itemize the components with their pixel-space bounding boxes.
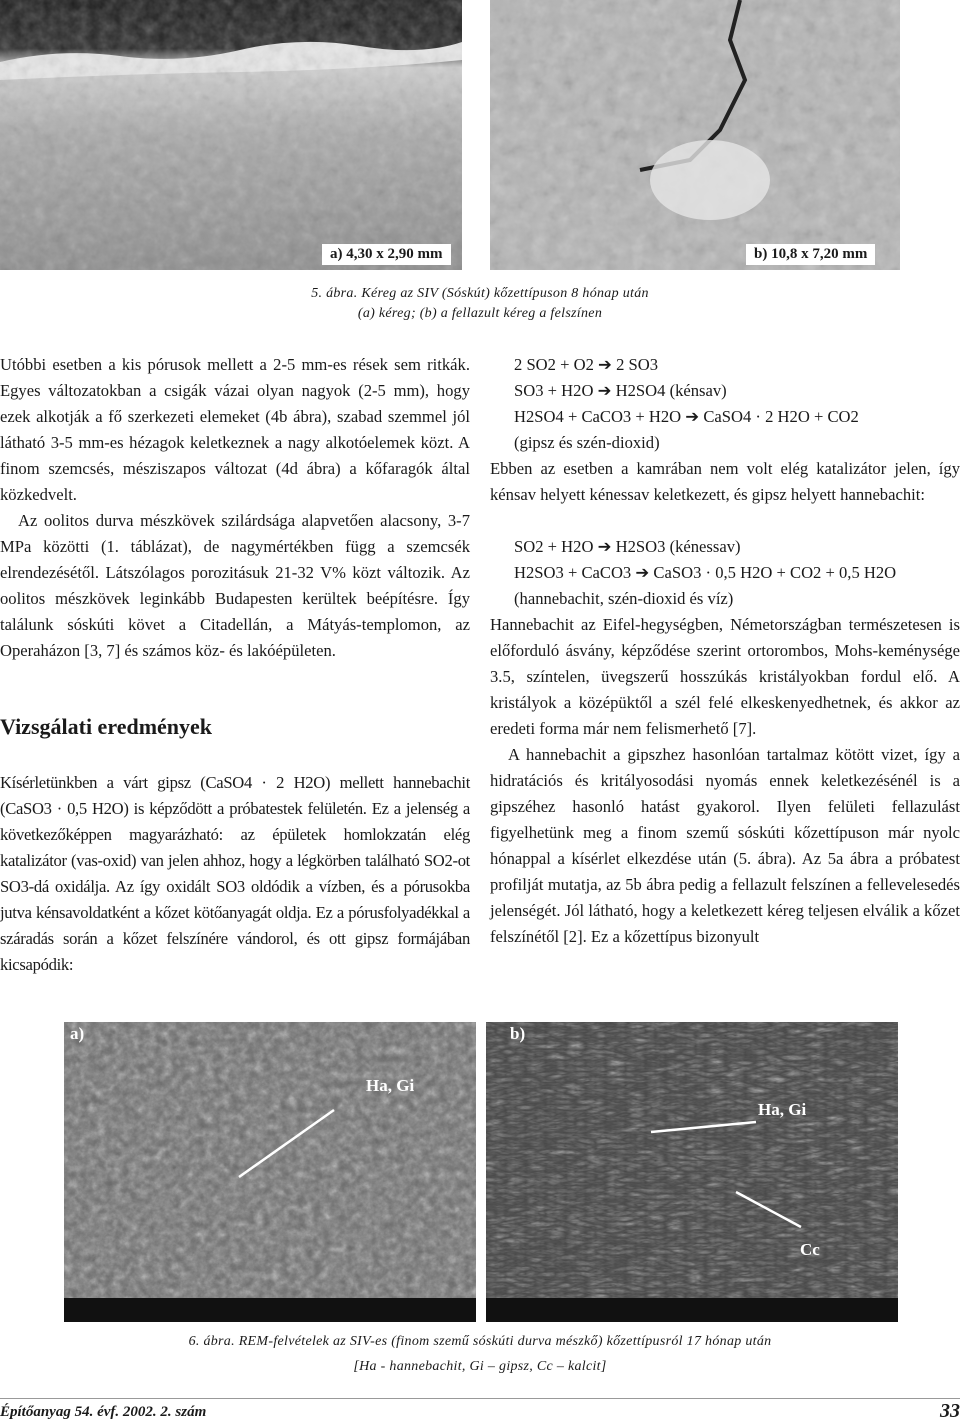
figure5-caption-line2: (a) kéreg; (b) a fellazult kéreg a felszínen	[357, 306, 603, 321]
left-column-bottom	[0, 770, 470, 978]
right-text-1	[490, 456, 960, 508]
figure6-panel-b-letter: b)	[510, 1024, 526, 1043]
footer-journal: Építőanyag 54. évf. 2002. 2. szám	[0, 1404, 207, 1420]
equation-3-note: (gipsz és szén-dioxid)	[514, 433, 660, 452]
equation-1: 2 SO2 + O2 ➔ 2 SO3	[514, 355, 659, 374]
figure6-sem-b	[486, 1022, 898, 1322]
footer-page-number: 33	[940, 1400, 960, 1422]
figure6-sem-a	[64, 1022, 476, 1322]
figure6-caption-line1: 6. ábra. REM-felvételek az SIV-es (finom szemű sóskúti durva mészkő) kőzettípusról 17 hónap után	[188, 1334, 772, 1349]
left-column-top	[0, 352, 470, 664]
figure6-caption-line2: [Ha - hannebachit, Gi – gipsz, Cc – kalcit]	[353, 1359, 607, 1374]
figure5-caption-line1: 5. ábra. Kéreg az SIV (Sóskút) kőzettípuson 8 hónap után	[311, 286, 649, 301]
left-paragraph-1: Utóbbi esetben a kis pórusok mellett a 2-5 mm-es rések sem ritkák. Egyes változatokban a csigák vázai olyan nagyok (2-5 mm), hogy ezek alkotják a fő szerkezeti elemeket (4b ábra), szabad szemmel jól látható 3-5 mm-es hézagok keletkeznek a nagy alkotóelemek közt. A finom szemcsés, mésziszapos változat (4d ábra) a kőfaragók által közkedvelt.	[0, 355, 470, 504]
figure5-label-a: a) 4,30 x 2,90 mm	[322, 244, 451, 265]
equation-5-note: (hannebachit, szén-dioxid és víz)	[514, 589, 734, 608]
equation-4: SO2 + H2O ➔ H2SO3 (kénessav)	[514, 537, 741, 556]
figure6-panel-a-letter: a)	[70, 1024, 85, 1043]
footer-rule	[0, 1398, 960, 1399]
right-paragraph-3: A hannebachit a gipszhez hasonlóan tartalmaz kötött vizet, így a hidratációs és kritályosodási nyomás ennek keletkezésénél is a gipszéhez hasonló hatást gyakorol. Ilyen felületi fellazulást figyelhetünk meg a finom szemű sóskúti kőzettípuson már nyolc hónappal a kísérlet elkezdése után (5. ábra). Az 5a ábra a próbatest profilját mutatja, az 5b ábra pedig a fellazult felszínen a fellevelesedés jelenségét. Jól látható, hogy a keletkezett kéreg teljesen elválik a kőzet felszínétől [2]. Ez a kőzettípus bizonyult	[490, 745, 960, 946]
equation-5: H2SO3 + CaCO3 ➔ CaSO3 · 0,5 H2O + CO2 + 0,5 H2O	[514, 563, 897, 582]
left-paragraph-3: Kísérletünkben a várt gipsz (CaSO4 · 2 H2O) mellett hannebachit (CaSO3 · 0,5 H2O) is képződött a próbatestek felületén. Ez a jelenség a következőképpen magyarázható: az épületek homlokzatán elég katalizátor (vas-oxid) van jelen ahhoz, hogy a légkörben található SO2-ot SO3-dá oxidálja. Az így oxidált SO3 oldódik a vízben, és a pórusokba jutva kénsavoldatként a kőzet kötőanyagát oldja. Ez a pórusfolyadékkal a száradás során a kőzet felszínére vándorol, és ott gipsz formájában kicsapódik:	[0, 773, 470, 974]
figure6-label-b1: Ha, Gi	[758, 1100, 807, 1119]
right-text-2	[490, 612, 960, 950]
section-heading: Vizsgálati eredmények	[0, 714, 213, 739]
figure5-photo-a	[0, 0, 462, 270]
figure6-label-b2: Cc	[800, 1240, 820, 1259]
figure5-label-b: b) 10,8 x 7,20 mm	[746, 244, 875, 265]
right-paragraph-1: Ebben az esetben a kamrában nem volt elég katalizátor jelen, így kénsav helyett kénessav keletkezett, és gipsz helyett hannebachit:	[490, 459, 960, 504]
figure5-photo-b	[490, 0, 900, 270]
figure6-label-a: Ha, Gi	[366, 1076, 415, 1095]
right-paragraph-2: Hannebachit az Eifel-hegységben, Németországban természetesen is előforduló ásvány, képződése szerint ortorombos, Mohs-keménysége 3.5, színtelen, üvegszerű hosszúkás kristályokban fordul elő. A kristályok a középüktől a szél felé elkeskenyedhetnek, és akkor az eredeti forma már nem felismerhető [7].	[490, 615, 960, 738]
equation-3: H2SO4 + CaCO3 + H2O ➔ CaSO4 · 2 H2O + CO2	[514, 407, 859, 426]
left-paragraph-2: Az oolitos durva mészkövek szilárdsága alapvetően alacsony, 3-7 MPa közötti (1. táblázat), de nagymértékben függ a szemcsék elrendezésétől. Látszólagos porozitásuk 21-32 V% közt változik. Az oolitos mészkövek leginkább Budapesten kerültek beépítésre. Így találunk sóskúti követ a Citadellán, a Mátyás-templomon, az Operaházon [3, 7] és számos köz- és lakóépületen.	[0, 511, 470, 660]
equation-2: SO3 + H2O ➔ H2SO4 (kénsav)	[514, 381, 727, 400]
